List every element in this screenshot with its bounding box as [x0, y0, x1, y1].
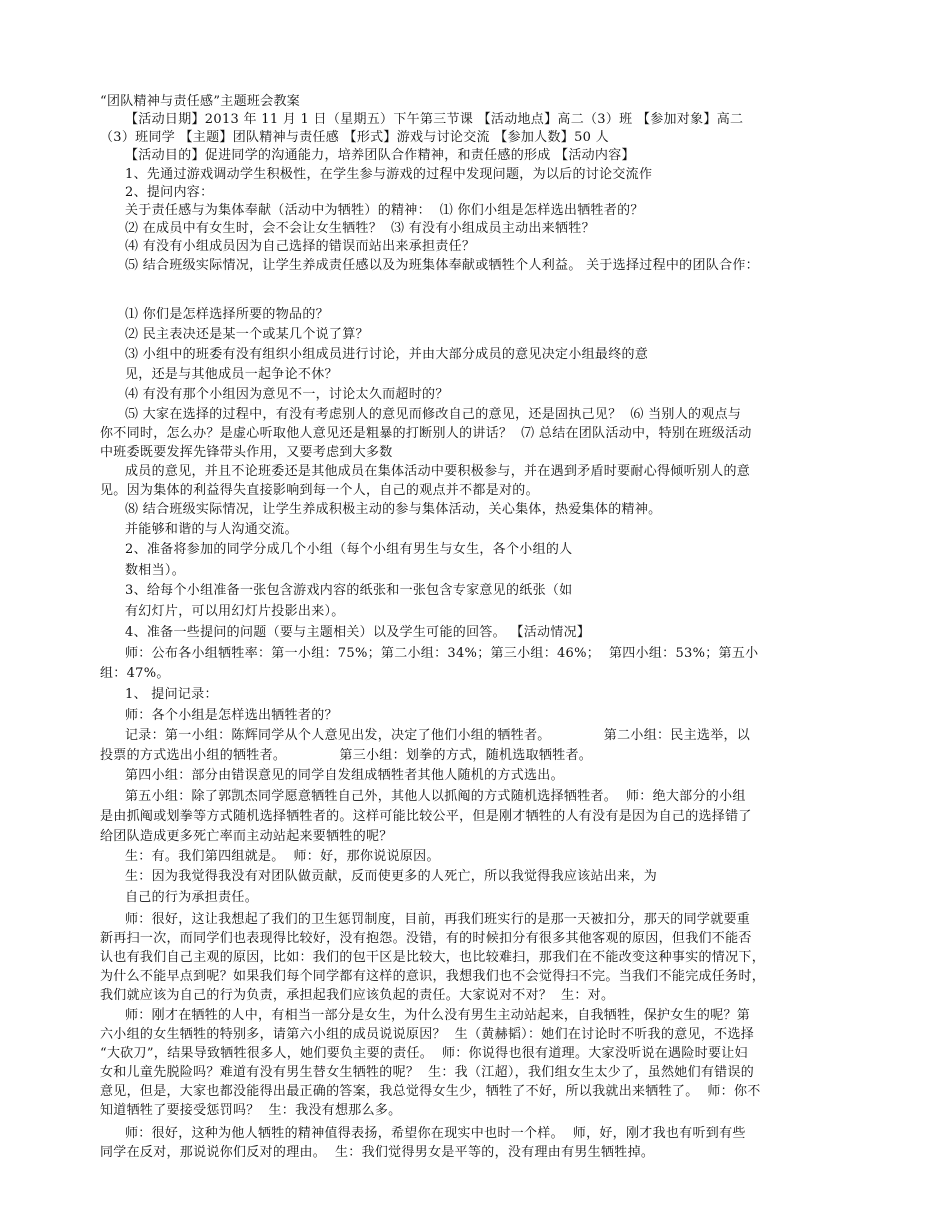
text-line: 认也有我们自己主观的原因，比如：我们的包干区是比较大，也比较难扫，那我们在不能改变这种事实的情况下， — [100, 950, 766, 965]
text-line: 投票的方式选出小组的牺牲者。 第三小组：划拳的方式，随机选取牺牲者。 — [100, 748, 593, 763]
text-line: 女和儿童先脱险吗？难道有没有男生替女生牺牲的呢？ 生：我（江超），我们组女生太少了，虽然她们有错误的 — [100, 1065, 755, 1080]
text-line: 给团队造成更多死亡率而主动站起来要牺牲的呢？ — [100, 829, 393, 844]
text-line: 2、提问内容： — [125, 185, 214, 200]
text-line: 生：因为我觉得我没有对团队做贡献，反而使更多的人死亡，所以我觉得我应该站出来，为 — [125, 869, 658, 884]
text-line: 第五小组：除了郭凯杰同学愿意牺牲自己外，其他人以抓阄的方式随机选择牺牲者。 师：绝大部分的小组 — [125, 789, 746, 804]
text-line: 数相当）。 — [125, 563, 186, 578]
text-line: ⑵ 在成员中有女生时，会不会让女生牺牲？ ⑶ 有没有小组成员主动出来牺牲？ — [125, 221, 595, 236]
text-line: 3、给每个小组准备一张包含游戏内容的纸张和一张包含专家意见的纸张（如 — [125, 583, 573, 598]
text-line: ⑵ 民主表决还是某一个或某几个说了算？ — [125, 327, 369, 342]
text-line: 【活动目的】促进同学的沟通能力，培养团队合作精神，和责任感的形成 【活动内容】 — [125, 148, 635, 163]
text-line: ⑶ 小组中的班委有没有组织小组成员进行讨论，并由大部分成员的意见决定小组最终的意 — [125, 347, 649, 362]
text-line: ⑷ 有没有那个小组因为意见不一，讨论太久而超时的？ — [125, 387, 449, 402]
text-line: 关于责任感与为集体奉献（活动中为牺牲）的精神： ⑴ 你们小组是怎样选出牺牲者的？ — [125, 203, 644, 218]
text-line: 自己的行为承担责任。 — [125, 890, 259, 905]
text-line: （3）班同学 【主题】团队精神与责任感 【形式】游戏与讨论交流 【参加人数】50 人 — [100, 130, 609, 145]
text-line: 知道牺牲了要接受惩罚吗？ 生：我没有想那么多。 — [100, 1103, 402, 1118]
text-line: 意见，但是，大家也都没能得出最正确的答案，我总觉得女生少，牺牲了不好，所以我就出来牺牲了。 师：你不 — [100, 1084, 761, 1099]
text-line: ⑷ 有没有小组成员因为自己选择的错误而站出来承担责任？ — [125, 239, 476, 254]
text-line: 是由抓阄或划拳等方式随机选择牺牲者的。这样可能比较公平，但是刚才牺牲的人有没有是因为自己的选择错了 — [100, 809, 752, 824]
text-line: 为什么不能早点到呢？如果我们每个同学都有这样的意识，我想我们也不会觉得扫不完。当我们不能完成任务时， — [100, 969, 766, 984]
text-line: 4、准备一些提问的问题（要与主题相关）以及学生可能的回答。 【活动情况】 — [125, 625, 591, 640]
text-line: 师：刚才在牺牲的人中，有相当一部分是女生，为什么没有男生主动站起来，自我牺牲，保护女生的呢？第 — [125, 1008, 751, 1023]
text-line: 师：各个小组是怎样选出牺牲者的？ — [125, 708, 338, 723]
text-line: 组：47%。 — [100, 666, 170, 681]
text-line: 生：有。我们第四组就是。 师：好，那你说说原因。 — [125, 849, 440, 864]
text-line: 同学在反对，那说说你们反对的理由。 生：我们觉得男女是平等的，没有理由有男生牺牲掉。 — [100, 1145, 655, 1160]
text-line: 2、准备将参加的同学分成几个小组（每个小组有男生与女生，各个小组的人 — [125, 542, 573, 557]
text-line: 并能够和谐的与人沟通交流。 — [125, 522, 298, 537]
doc-title: “团队精神与责任感”主题班会教案 — [100, 94, 301, 109]
text-line: 1、 提问记录： — [125, 687, 218, 702]
text-line: 中班委既要发挥先锋带头作用，又要考虑到大多数 — [100, 445, 393, 460]
text-line: “大砍刀”，结果导致牺牲很多人，她们要负主要的责任。 师：你说得也很有道理。大家没听说在遇险时要让妇 — [100, 1046, 748, 1061]
text-line: 师：公布各小组牺牲率：第一小组：75%；第二小组：34%；第三小组：46%； 第四小组：53%；第五小 — [125, 646, 759, 661]
text-line: 1、先通过游戏调动学生积极性，在学生参与游戏的过程中发现问题，为以后的讨论交流作 — [125, 167, 653, 182]
text-line: 【活动日期】2013 年 11 月 1 日（星期五）下午第三节课 【活动地点】高二（3）班 【参加对象】高二 — [125, 112, 744, 127]
text-line: 六小组的女生牺牲的特别多，请第六小组的成员说说原因？ 生（黄赫韬）：她们在讨论时不听我的意见，不选择 — [100, 1027, 755, 1042]
text-line: ⑸ 大家在选择的过程中，有没有考虑别人的意见而修改自己的意见，还是固执己见？ ⑹ 当别人的观点与 — [125, 407, 742, 422]
text-line: 第四小组：部分由错误意见的同学自发组成牺牲者其他人随机的方式选出。 — [125, 768, 564, 783]
text-line: 你不同时，怎么办？是虚心听取他人意见还是粗暴的打断别人的讲话？ ⑺ 总结在团队活动中，特别在班级活动 — [100, 426, 752, 441]
text-line: 见，还是与其他成员一起争论不休？ — [125, 367, 338, 382]
text-line: 师：很好，这种为他人牺牲的精神值得表扬，希望你在现实中也时一个样。 师，好，刚才我也有听到有些 — [125, 1126, 746, 1141]
text-line: ⑴ 你们是怎样选择所要的物品的？ — [125, 307, 329, 322]
text-line: 记录：第一小组：陈辉同学从个人意见出发，决定了他们小组的牺牲者。 第二小组：民主选举，以 — [125, 728, 751, 743]
text-line: ⑻ 结合班级实际情况，让学生养成积极主动的参与集体活动，关心集体，热爱集体的精神。 — [125, 502, 662, 517]
text-line: 我们就应该为自己的行为负责，承担起我们应该负起的责任。大家说对不对？ 生：对。 — [100, 988, 615, 1003]
text-line: 成员的意见，并且不论班委还是其他成员在集体活动中要积极参与，并在遇到矛盾时要耐心得倾听别人的意 — [125, 464, 751, 479]
text-line: 见。因为集体的利益得失直接影响到每一个人，自己的观点并不都是对的。 — [100, 483, 539, 498]
text-line: ⑸ 结合班级实际情况，让学生养成责任感以及为班集体奉献或牺牲个人利益。 关于选择过程中的团队合作： — [125, 258, 759, 273]
text-line: 有幻灯片，可以用幻灯片投影出来）。 — [125, 604, 345, 619]
text-line: 新再扫一次，而同学们也表现得比较好，没有抱怨。没错，有的时候扣分有很多其他客观的原因，但我们不能否 — [100, 931, 752, 946]
text-line: 师：很好，这让我想起了我们的卫生惩罚制度，目前，再我们班实行的是那一天被扣分，那天的同学就要重 — [125, 912, 751, 927]
